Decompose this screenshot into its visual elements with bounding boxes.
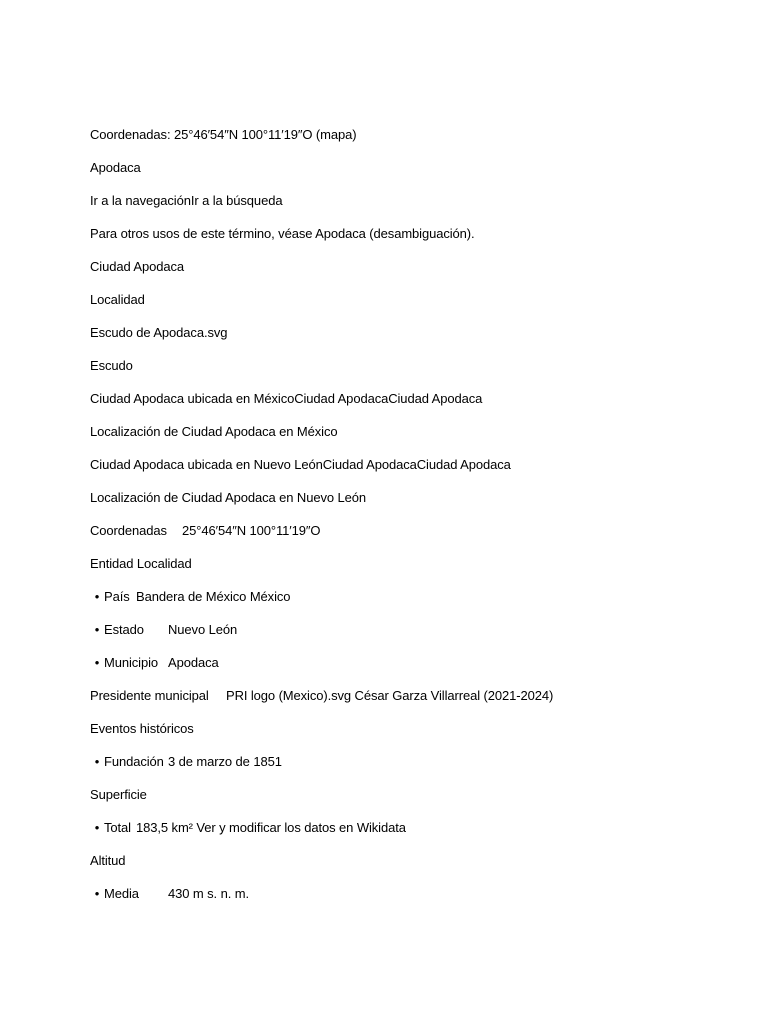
state-row [90,621,730,654]
mean-altitude-label: Media [104,886,139,901]
mean-altitude-value: 430 m s. n. m. [168,886,249,901]
founding-label: Fundación [104,754,164,769]
city-name: Ciudad Apodaca [90,259,185,274]
document-page [90,126,730,918]
coordinates-value: 25°46′54″N 100°11′19″O [182,523,321,538]
bullet-icon: • [94,589,100,604]
disambiguation-note: Para otros usos de este término, véase Apodaca (desambiguación). [90,226,475,241]
coordinates-label: Coordenadas [90,523,167,538]
entity-row: Entidad Localidad [90,556,192,571]
bullet-icon: • [94,622,100,637]
country-row [90,588,730,621]
bullet-icon: • [94,886,100,901]
mayor-row [90,687,730,720]
historical-events-heading: Eventos históricos [90,721,194,736]
page-title: Apodaca [90,160,141,175]
navigation-links: Ir a la navegaciónIr a la búsqueda [90,193,283,208]
mayor-label: Presidente municipal [90,688,209,703]
altitude-heading: Altitud [90,853,126,868]
municipality-label: Municipio [104,655,159,670]
total-area-value: 183,5 km² Ver y modificar los datos en Wikidata [136,820,406,835]
founding-value: 3 de marzo de 1851 [168,754,282,769]
country-label: País [104,589,130,604]
mean-altitude-row [90,885,730,918]
location-mexico-caption: Localización de Ciudad Apodaca en México [90,424,338,439]
total-area-row [90,819,730,852]
total-area-label: Total [104,820,131,835]
country-value: Bandera de México México [136,589,291,604]
municipality-row [90,654,730,687]
municipality-value: Apodaca [168,655,219,670]
map-mexico-caption: Ciudad Apodaca ubicada en MéxicoCiudad ApodacaCiudad Apodaca [90,391,483,406]
state-value: Nuevo León [168,622,238,637]
location-nuevo-leon-caption: Localización de Ciudad Apodaca en Nuevo León [90,490,367,505]
area-heading: Superficie [90,787,147,802]
mayor-value: PRI logo (Mexico).svg César Garza Villarreal (2021-2024) [226,688,554,703]
bullet-icon: • [94,820,100,835]
bullet-icon: • [94,655,100,670]
locality-type: Localidad [90,292,145,307]
coordinates-header: Coordenadas: 25°46′54″N 100°11′19″O (mapa) [90,127,357,142]
coat-of-arms-caption: Escudo [90,358,133,373]
coat-of-arms-file: Escudo de Apodaca.svg [90,325,228,340]
coordinates-row [90,522,730,555]
bullet-icon: • [94,754,100,769]
map-nuevo-leon-caption: Ciudad Apodaca ubicada en Nuevo LeónCiudad ApodacaCiudad Apodaca [90,457,511,472]
founding-row [90,753,730,786]
state-label: Estado [104,622,144,637]
